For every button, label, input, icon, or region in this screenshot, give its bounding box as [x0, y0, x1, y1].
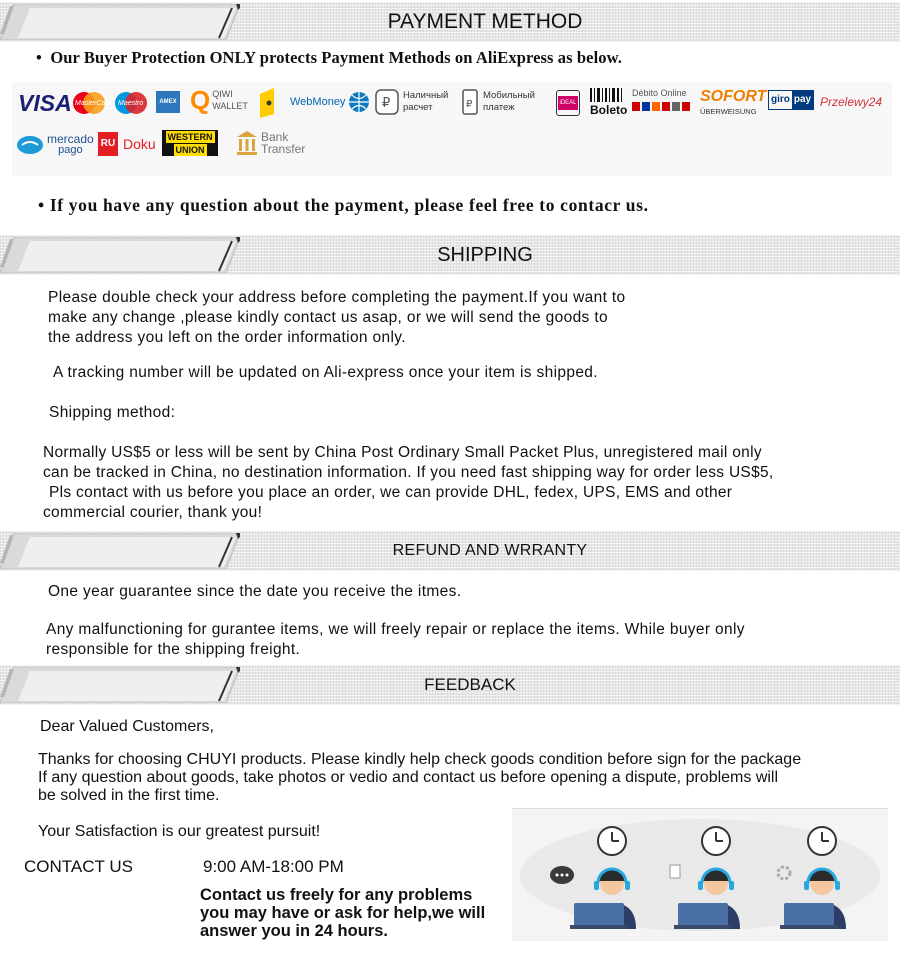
shipping-text-line: make any change ,please kindly contact us asap, or we will send the goods to [48, 309, 608, 326]
bullet-icon: • [38, 195, 50, 215]
boleto-text: Boleto [590, 103, 628, 117]
cash-text-1: Наличный [403, 90, 449, 101]
giropay-text-1: giro [771, 94, 790, 105]
przelewy24-logo: Przelewy24 [820, 95, 883, 109]
visa-logo: VISA [18, 90, 72, 116]
payment-question-text: If you have any question about the payment, please feel free to contacr us. [49, 195, 649, 215]
contact-text-line: answer you in 24 hours. [200, 922, 388, 940]
bank-building-icon [236, 130, 258, 156]
mobile-payment-logo [460, 88, 535, 116]
section-tab-graphic [0, 4, 240, 40]
webmoney-logo [290, 91, 370, 113]
support-agents-graphic [512, 809, 888, 941]
ideal-logo: iDEAL [556, 90, 580, 116]
debito-text: Débito Online [632, 88, 687, 98]
refund-title: REFUND AND WRRANTY [392, 542, 588, 559]
repair-note [46, 620, 745, 660]
refund-text-line: responsible for the shipping freight. [46, 641, 301, 658]
qiwi-text-1: QIWI [212, 89, 233, 99]
guarantee-note: One year guarantee since the date you receive the itmes. [48, 583, 462, 600]
svg-text:₽: ₽ [382, 96, 391, 111]
bank-text-1: Bank [261, 130, 289, 144]
sofort-text: SOFORT [700, 88, 767, 105]
maestro-logo: Maestro [114, 90, 148, 116]
shipping-text-line: can be tracked in China, no destination information. If you need fast shipping way for order less US$5, [43, 464, 774, 481]
payment-note-text: Our Buyer Protection ONLY protects Payment Methods on AliExpress as below. [50, 48, 622, 67]
wu-text-1: WESTERN [167, 131, 213, 142]
mobile-text-2: платеж [483, 102, 515, 113]
mercado-pago-logo [16, 134, 94, 156]
shipping-method-label: Shipping method: [49, 404, 176, 421]
feedback-title: FEEDBACK [424, 675, 516, 694]
bank-icons-row [632, 102, 690, 111]
customer-support-illustration [512, 808, 888, 941]
bank-text-2: Transfer [261, 142, 306, 156]
section-band-shipping [0, 235, 900, 275]
feedback-message [38, 751, 801, 805]
shipping-text-line: Please double check your address before completing the payment.If you want to [48, 289, 626, 306]
cash-icon [374, 88, 400, 116]
mastercard-logo: MasterCard [72, 90, 106, 116]
barcode-icon [590, 88, 622, 102]
boleto-logo [590, 88, 627, 116]
feedback-text-line: If any question about goods, take photos or vedio and contact us before opening a dispute, problems will [38, 769, 779, 786]
section-band-refund [0, 531, 900, 571]
shipping-address-note [48, 288, 626, 348]
contact-us-label: CONTACT US [24, 857, 133, 876]
document-icon [670, 865, 680, 878]
sofort-logo [700, 88, 766, 118]
yandex-money-logo [258, 88, 278, 118]
mercado-text-1: mercado [47, 132, 94, 146]
cash-text-2: расчет [403, 102, 433, 113]
feedback-text-line: be solved in the first time. [38, 787, 220, 804]
qiwi-icon: Q [190, 85, 211, 115]
doku-text: Doku [123, 136, 156, 152]
cash-payment-logo [374, 88, 448, 116]
debito-online-logo [632, 87, 690, 111]
section-band-feedback [0, 665, 900, 705]
bank-transfer-logo [236, 130, 305, 156]
handshake-icon [16, 135, 44, 155]
webmoney-text: WebMoney [290, 96, 346, 108]
payment-logos-strip [12, 82, 892, 176]
section-band-payment [0, 2, 900, 42]
section-tab-graphic [0, 237, 240, 273]
mobile-text-1: Мобильный [483, 90, 535, 101]
feedback-text-line: Thanks for choosing CHUYI products. Please kindly help check goods condition before sign for the package [38, 751, 802, 768]
section-tab-graphic [0, 667, 240, 703]
western-union-logo [162, 130, 218, 156]
satisfaction-note: Your Satisfaction is our greatest pursuit! [38, 823, 321, 840]
contact-hours: 9:00 AM-18:00 PM [203, 857, 344, 876]
contact-text-line: you may have or ask for help,we will [200, 904, 486, 922]
shipping-text-line: Pls contact with us before you place an order, we can provide DHL, fedex, UPS, EMS and other [49, 484, 733, 501]
tracking-note: A tracking number will be updated on Ali-express once your item is shipped. [53, 364, 598, 381]
feedback-greeting: Dear Valued Customers, [40, 718, 214, 735]
shipping-method-details [43, 443, 774, 523]
giropay-text-2: pay [792, 91, 813, 109]
shipping-text-line: the address you left on the order information only. [48, 329, 406, 346]
svg-text:₽: ₽ [466, 99, 473, 110]
mobile-phone-icon [460, 88, 480, 116]
amex-logo: AMEX [156, 91, 180, 113]
bullet-icon: • [36, 48, 51, 67]
shipping-title: SHIPPING [437, 244, 533, 266]
mercado-text-2: pago [58, 144, 83, 156]
sofort-subtext: ÜBERWEISUNG [700, 107, 757, 116]
chat-bubble-icon [550, 866, 574, 884]
doku-logo [98, 132, 156, 156]
doku-icon: RU [98, 132, 118, 156]
yandex-wallet-icon [258, 88, 278, 118]
refund-text-line: Any malfunctioning for gurantee items, we will freely repair or replace the items. While buyer only [46, 621, 745, 638]
payment-title: PAYMENT METHOD [387, 10, 583, 33]
section-tab-graphic [0, 533, 240, 569]
shipping-text-line: Normally US$5 or less will be sent by China Post Ordinary Small Packet Plus, unregistered mail only [43, 444, 762, 461]
contact-text-line: Contact us freely for any problems [200, 886, 473, 904]
payment-protection-note [36, 48, 622, 68]
payment-question [38, 195, 649, 215]
shipping-text-line: commercial courier, thank you! [43, 504, 263, 521]
webmoney-globe-icon [348, 91, 370, 113]
qiwi-wallet-logo [190, 85, 248, 115]
contact-description [200, 886, 485, 940]
qiwi-text-2: WALLET [212, 101, 248, 111]
giropay-logo [768, 90, 814, 110]
wu-text-2: UNION [175, 144, 205, 155]
